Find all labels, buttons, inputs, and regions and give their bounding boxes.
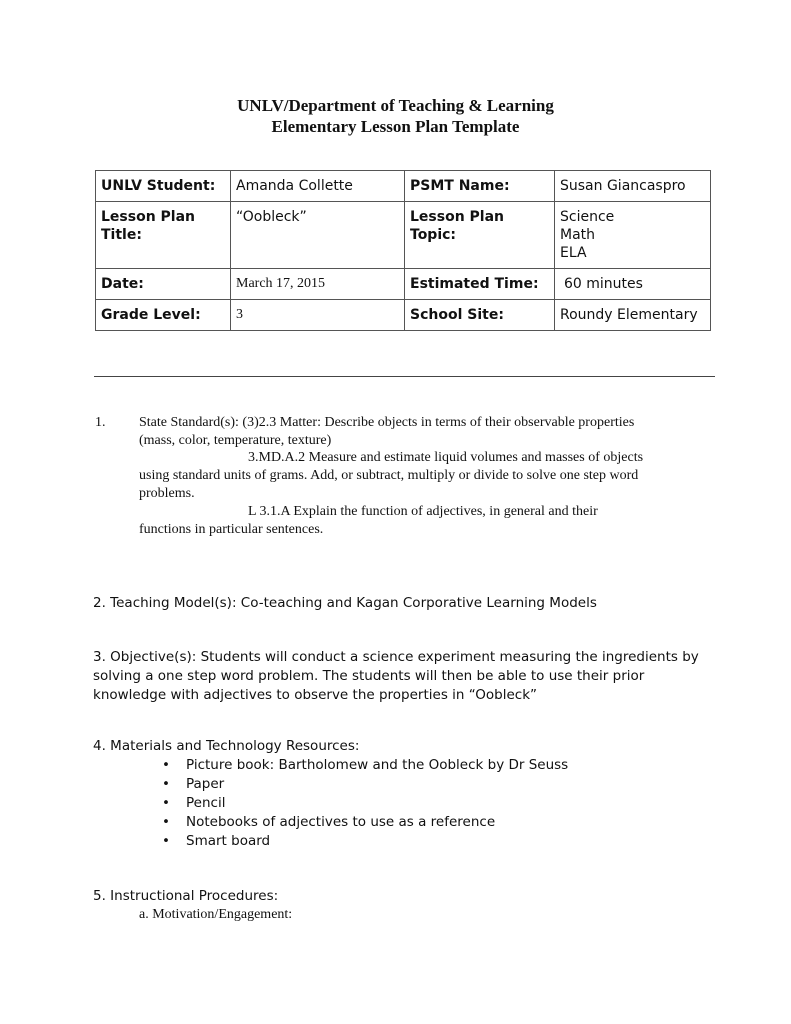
section-1-line: State Standard(s): (3)2.3 Matter: Describe objects in terms of their observable properties [139, 415, 635, 430]
section-1-line: functions in particular sentences. [139, 522, 324, 537]
lesson-title-value: “Oobleck” [231, 202, 405, 269]
lesson-info-table [95, 170, 711, 331]
topic-science: Science [560, 209, 615, 225]
table-row [96, 171, 711, 202]
list-item: • Paper [162, 775, 568, 794]
table-row [96, 300, 711, 331]
section-4-heading: 4. Materials and Technology Resources: [93, 738, 360, 754]
list-item: • Notebooks of adjectives to use as a reference [162, 813, 568, 832]
section-5-heading: 5. Instructional Procedures: [93, 888, 279, 904]
site-label: School Site: [405, 300, 555, 331]
student-label: UNLV Student: [96, 171, 231, 202]
topic-label: Lesson Plan Topic: [405, 202, 555, 269]
section-1-line: 3.MD.A.2 Measure and estimate liquid volumes and masses of objects [248, 450, 644, 465]
student-value: Amanda Collette [231, 171, 405, 202]
list-item: • Picture book: Bartholomew and the Oobleck by Dr Seuss [162, 756, 568, 775]
grade-label: Grade Level: [96, 300, 231, 331]
section-1-line: problems. [139, 486, 195, 501]
table-row [96, 202, 711, 269]
lesson-title-label [96, 202, 231, 269]
topic-math: Math [560, 227, 596, 243]
grade-value: 3 [231, 300, 405, 331]
document-title: UNLV/Department of Teaching & Learning [237, 96, 554, 115]
list-item: • Smart board [162, 832, 568, 851]
time-value: 60 minutes [555, 269, 711, 300]
psmt-label: PSMT Name: [405, 171, 555, 202]
horizontal-divider [94, 376, 715, 377]
materials-list [162, 756, 568, 851]
topic-value [555, 202, 711, 269]
section-5-subheading: a. Motivation/Engagement: [139, 907, 293, 922]
psmt-value: Susan Giancaspro [555, 171, 711, 202]
section-1-line: L 3.1.A Explain the function of adjectives, in general and their [248, 504, 598, 519]
section-1-line: (mass, color, temperature, texture) [139, 433, 332, 448]
time-label: Estimated Time: [405, 269, 555, 300]
table-row [96, 269, 711, 300]
section-3-line: 3. Objective(s): Students will conduct a science experiment measuring the ingredients by [93, 649, 699, 665]
document-subtitle: Elementary Lesson Plan Template [271, 117, 520, 136]
section-2-teaching-model: 2. Teaching Model(s): Co-teaching and Kagan Corporative Learning Models [93, 595, 597, 611]
lesson-title-label-line2: Title: [101, 227, 142, 243]
section-3-line: knowledge with adjectives to observe the properties in “Oobleck” [93, 687, 538, 703]
lesson-title-label-line1: Lesson Plan [101, 209, 196, 225]
section-3-line: solving a one step word problem. The students will then be able to use their prior [93, 668, 645, 684]
section-1-line: using standard units of grams. Add, or subtract, multiply or divide to solve one step word [139, 468, 639, 483]
topic-ela: ELA [560, 245, 587, 261]
date-value: March 17, 2015 [231, 269, 405, 300]
list-item: • Pencil [162, 794, 568, 813]
site-value: Roundy Elementary [555, 300, 711, 331]
date-label: Date: [96, 269, 231, 300]
section-1-number: 1. [95, 415, 106, 430]
